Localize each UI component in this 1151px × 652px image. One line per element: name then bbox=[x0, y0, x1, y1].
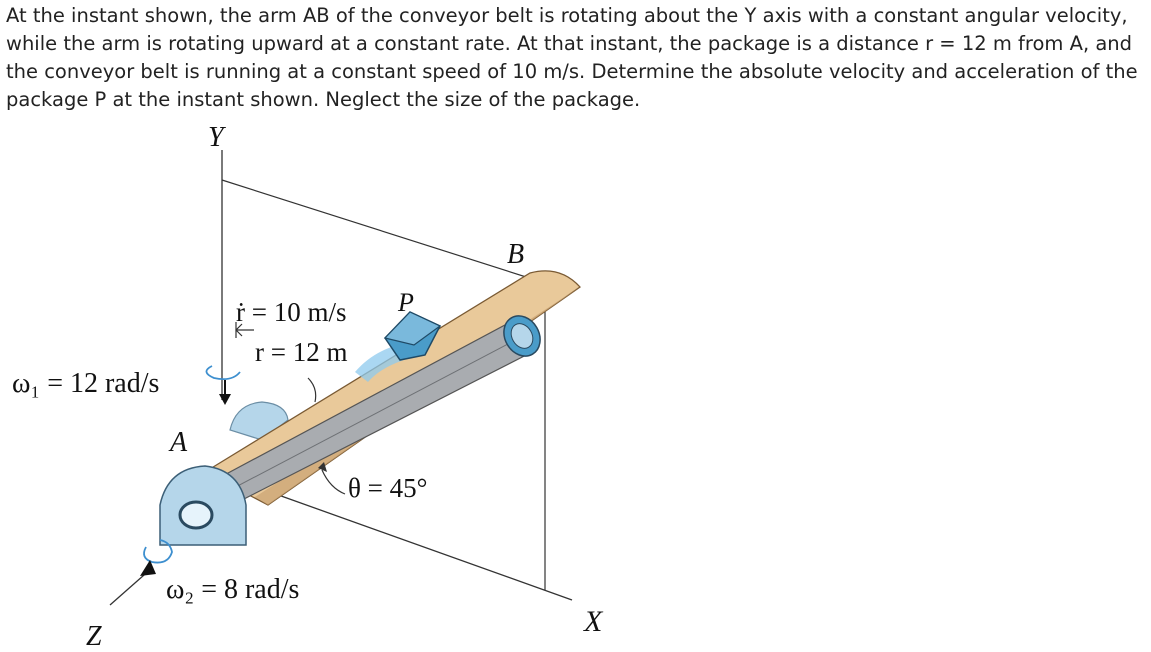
pivot-hole bbox=[180, 502, 212, 528]
point-p-label: P bbox=[398, 288, 414, 317]
axis-y-label: Y bbox=[208, 122, 224, 153]
omega1-arrow bbox=[206, 366, 240, 379]
omega1-arrowhead bbox=[219, 394, 231, 405]
theta-arc bbox=[322, 470, 345, 494]
rdot-label: ṙ = 10 m/s bbox=[236, 297, 347, 327]
omega1-label: ω₁ = 12 rad/s bbox=[12, 368, 160, 399]
axis-z-label: Z bbox=[86, 621, 102, 652]
theta-label: θ = 45° bbox=[348, 473, 428, 503]
omega2-label: ω₂ = 8 rad/s bbox=[166, 574, 300, 605]
x-axis-line bbox=[270, 492, 572, 600]
axis-x-label: X bbox=[584, 605, 603, 638]
omega2-arrow bbox=[144, 540, 172, 563]
top-projection-line bbox=[222, 180, 545, 283]
point-a-label: A bbox=[170, 427, 188, 458]
point-b-label: B bbox=[507, 239, 525, 270]
r-label: r = 12 m bbox=[255, 337, 348, 367]
problem-statement: At the instant shown, the arm AB of the conveyor belt is rotating about the Y axis with a constant angular velocity, while the arm is rotating upward at a constant rate. At that instant, the package is a distance r = 12 m from A, and the conveyor belt is running at a constant speed of 10 m/s. Determine the absolute velocity and acceleration of the package P at the instant shown. Neglect the size of the package. bbox=[6, 4, 1138, 111]
r-dimension-arc bbox=[308, 378, 316, 402]
